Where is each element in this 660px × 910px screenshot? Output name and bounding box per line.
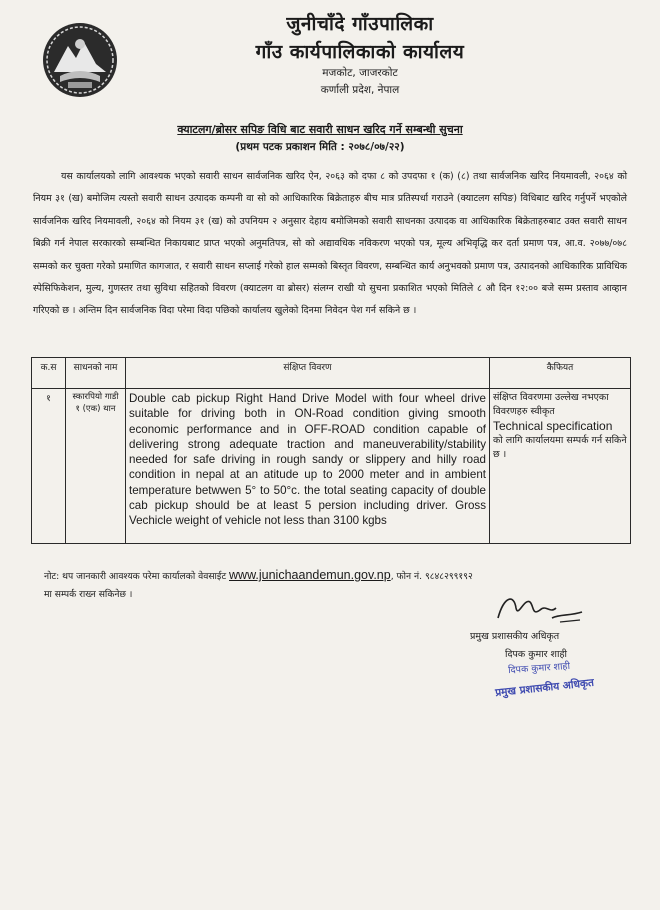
- website-link[interactable]: www.junichaandemun.gov.np: [229, 568, 391, 582]
- header-sn: क.स: [32, 358, 66, 389]
- header-remarks: कैफियत: [490, 358, 631, 389]
- remarks-line1: संक्षिप्त विवरणमा उल्लेख नभएका विवरणहरु स्वीकृत: [493, 392, 609, 417]
- office-name: गाँउ कार्यपालिकाको कार्यालय: [255, 41, 465, 63]
- notice-body: यस कार्यालयको लागि आवश्यक भएको सवारी साधन सार्वजनिक खरिद ऐन, २०६३ को दफा ८ को उपदफा १ (क) (८) तथा सार्वजनिक खरिद नियमावली, २०६४ को नियम ३१ (ख) बमोजिम त्यस्तो सवारी साधन उत्पादक कम्पनी वा सो को आधिकारिक बिक्रेताहरु बीच मात्र प्रतिस्पर्धा गराउने (क्याटलग सपिङ) विधिबाट खरिद गर्नुपर्ने भएकोले सार्वजनिक खरिद नियमावली, २०६४ को नियम ३१ (ख) को उपनियम २ अनुसार देहाय बमोजिमको सवारी साधनका उत्पादक वा आधिकारिक बिक्रेताहरुबाट उक्त सवारी साधन बिक्री गर्न नेपाल सरकारको सम्बन्धित निकायबाट प्राप्त भएको अनुमतिपत्र, सो को अद्यावधिक नविकरण भएको पत्र, मूल्य अभिवृद्धि कर दर्ता प्रमाण पत्र, आ.व. २०७७/०७८ सम्मको कर चुक्ता गरेको प्रमाणित कागजात, र सवारी साधन सप्लाई गरेको हाल सम्मको बिस्तृत विवरण, सम्बन्धित कार्य अनुभवको प्रमाण पत्र, उत्पादनको आधिकारिक प्राविधिक स्पेसिफिकेशन, मुल्य, गुणस्तर तथा सुविधा सहितको विवरण (क्याटलग वा ब्रोसर) संलग्न राखी यो सुचना प्रकाशित भएको मितिले ८ औ दिन १२:०० बजे सम्म प्रस्ताव आव्हान गरिएको छ । अन्तिम दिन सार्वजनिक विदा परेमा विदा पछिको कार्यालय खुलेको दिनमा निवेदन पेश गर्न सकिने छ ।: [33, 171, 627, 317]
- vehicle-table: [31, 357, 631, 544]
- row-remarks: [490, 389, 631, 544]
- note-line2: मा सम्पर्क राख्न सकिनेछ ।: [44, 589, 133, 600]
- row-description: Double cab pickup Right Hand Drive Model with four wheel drive suitable for driving both in ON-Road condition giving smooth economic performance and in OFF-ROAD condition capable of delivering strong adequate traction and maneuverability/stability needed for safe driving in rough sandy or slippery and hilly road condition in nepal at an atitude up to 2000 meter and in ambient temperature betwwen 5° to 50°c. the total seating capacity of double cab pickup should be at least 5 persion including driver. Gross Vechicle weight of vehicle not less than 3100 kgbs: [126, 389, 490, 544]
- header-description: संक्षिप्त विवरण: [126, 358, 490, 389]
- signatory-name: दिपक कुमार शाही: [505, 649, 567, 660]
- signature-image: [490, 588, 590, 628]
- row-sn: १: [32, 389, 66, 544]
- table-header-row: [32, 358, 631, 389]
- office-address: मजकोट, जाजरकोट: [322, 67, 398, 79]
- office-province: कर्णाली प्रदेश, नेपाल: [320, 84, 400, 96]
- signatory-title: प्रमुख प्रशासकीय अधिकृत: [470, 631, 560, 642]
- note-prefix: नोट: थप जानकारी आवश्यक परेमा कार्यालको वेवसाईट: [44, 571, 227, 582]
- stamp-name: दिपक कुमार शाही: [507, 660, 571, 677]
- remarks-technical-spec: Technical specification: [493, 419, 613, 433]
- municipality-name: जुनीचाँदे गाँउपालिका: [286, 13, 434, 35]
- government-emblem-icon: [40, 20, 120, 100]
- notice-subject: क्याटलग/ब्रोसर सपिङ विधि बाट सवारी साधन खरिद गर्ने सम्बन्धी सुचना: [177, 123, 463, 136]
- remarks-line3: को लागि कार्यालयमा सम्पर्क गर्न सकिने छ ।: [493, 435, 627, 460]
- stamp-title: प्रमुख प्रशासकीय अधिकृत: [494, 676, 595, 700]
- note-phone: , फोन नं. ९८४८२९९१९२: [390, 571, 473, 582]
- publication-date: (प्रथम पटक प्रकाशन मिति : २०७८/०७/२२): [235, 141, 405, 153]
- table-row: [32, 389, 631, 544]
- header-vehicle: साधनको नाम: [66, 358, 126, 389]
- row-vehicle: स्कारपियो गाडी १ (एक) थान: [66, 389, 126, 544]
